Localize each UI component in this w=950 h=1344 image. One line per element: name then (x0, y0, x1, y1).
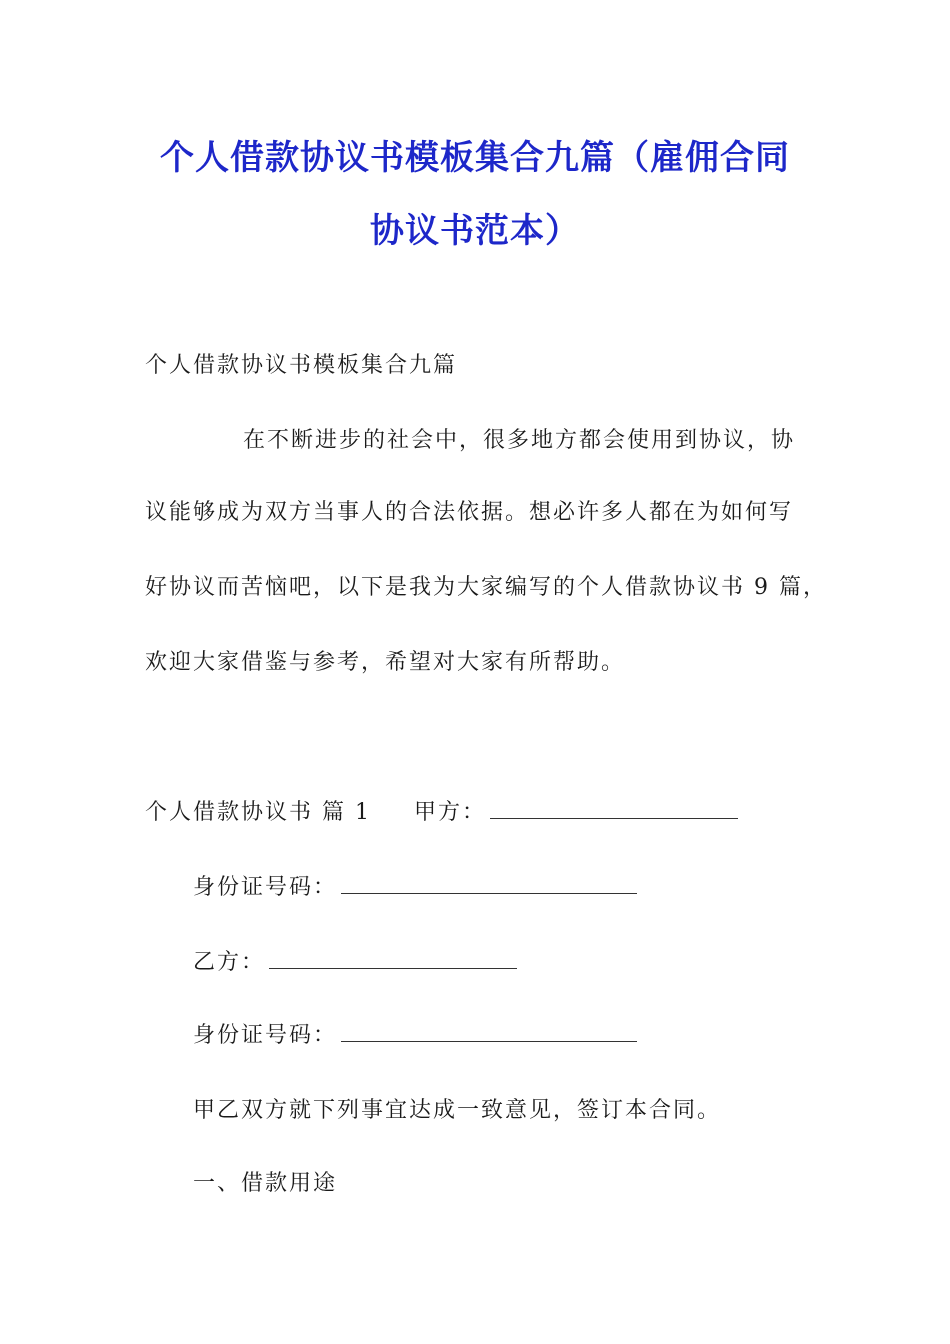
title-line-2: 协议书范本） (370, 211, 580, 251)
id-row-1 (193, 870, 637, 901)
party-a-label: 甲方： (414, 800, 487, 825)
party-b-label: 乙方： (193, 950, 266, 975)
id-label-1: 身份证号码： (193, 875, 338, 900)
party-a-row (414, 795, 738, 826)
title-line-1: 个人借款协议书模板集合九篇（雇佣合同 (160, 138, 790, 178)
id-blank-2 (341, 1019, 637, 1042)
intro-line-2: 议能够成为双方当事人的合法依据。想必许多人都在为如何写 (145, 500, 794, 525)
section-heading: 个人借款协议书 篇 1 (145, 800, 371, 825)
party-a-blank (490, 796, 738, 819)
party-b-row (193, 945, 517, 976)
intro-line-3: 好协议而苦恼吧，以下是我为大家编写的个人借款协议书 9 篇， (145, 575, 827, 600)
subtitle: 个人借款协议书模板集合九篇 (145, 353, 458, 378)
intro-line-1: 在不断进步的社会中，很多地方都会使用到协议，协 (243, 428, 796, 453)
id-blank-1 (341, 871, 637, 894)
id-label-2: 身份证号码： (193, 1023, 338, 1048)
agreement-line: 甲乙双方就下列事宜达成一致意见，签订本合同。 (193, 1098, 722, 1123)
party-b-blank (269, 946, 517, 969)
id-row-2 (193, 1018, 637, 1049)
intro-line-4: 欢迎大家借鉴与参考，希望对大家有所帮助。 (145, 650, 626, 675)
clause-1-heading: 一、借款用途 (193, 1171, 338, 1196)
